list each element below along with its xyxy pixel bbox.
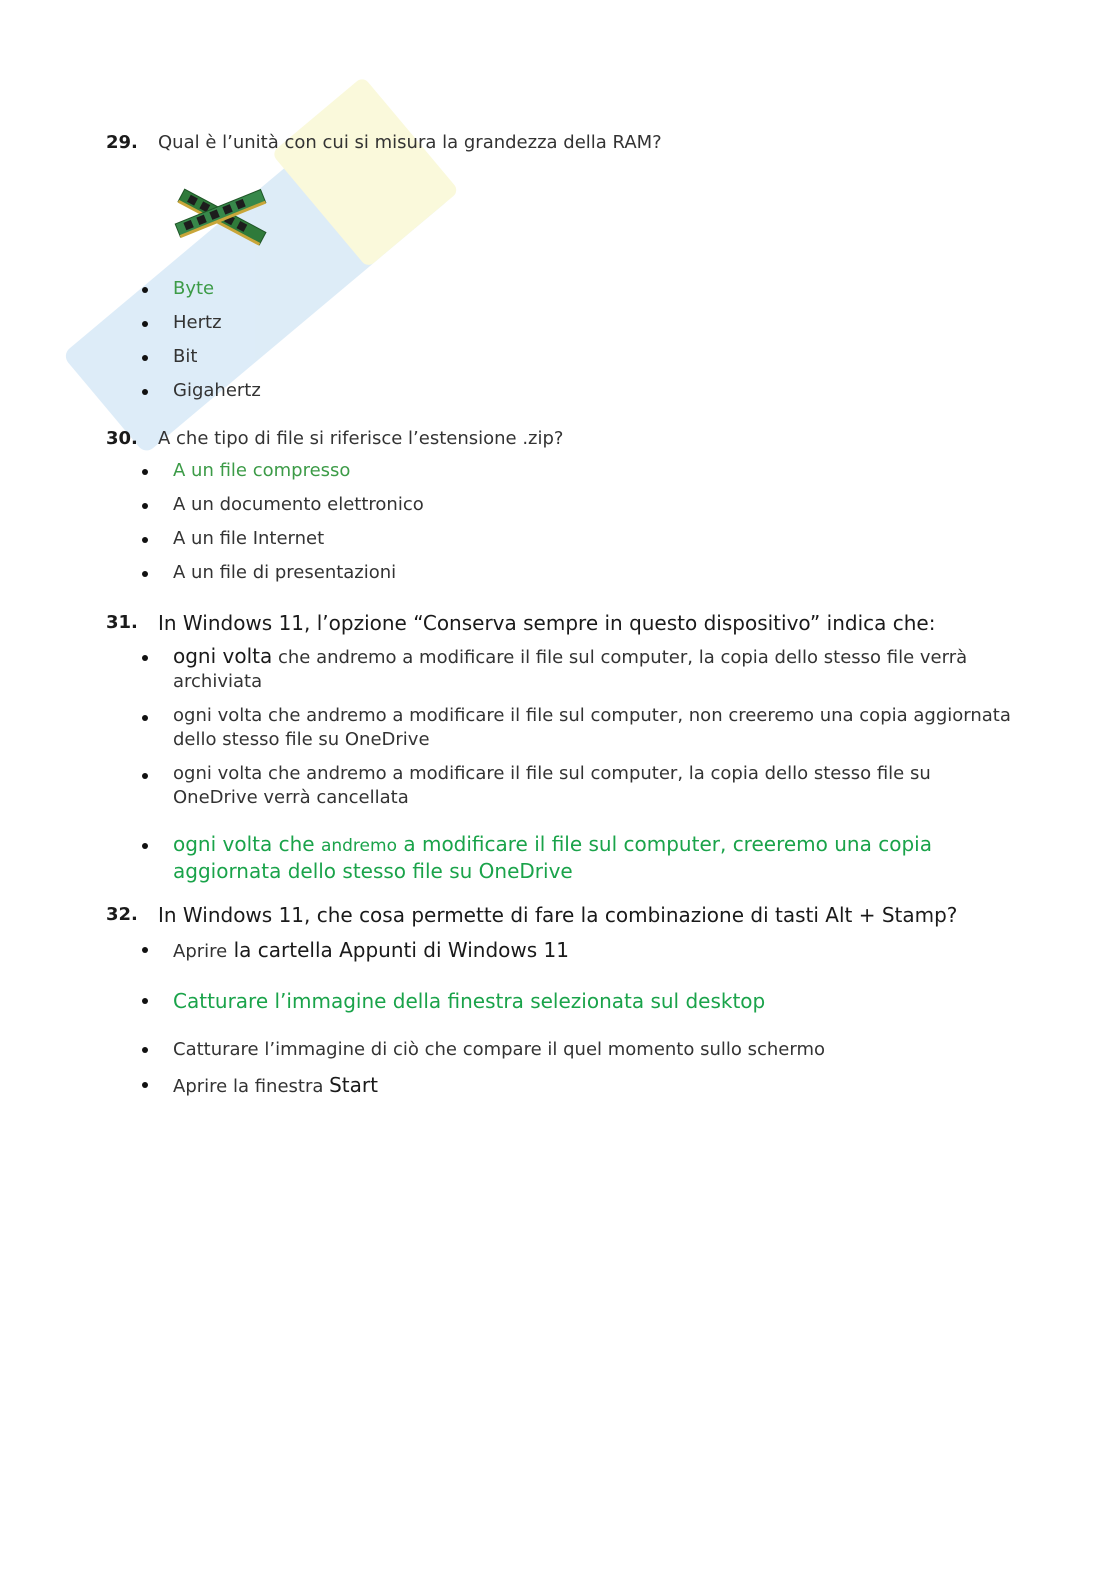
option-part: andremo xyxy=(320,836,397,856)
option xyxy=(106,1071,1016,1101)
question-number: 32. xyxy=(106,904,138,925)
question-text: In Windows 11, che cosa permette di fare la combinazione di tasti Alt + Stamp? xyxy=(158,903,958,927)
ram-modules-image xyxy=(172,180,272,255)
option-lead: Aprire xyxy=(173,941,228,962)
option xyxy=(106,936,1016,966)
option-part: ogni volta che xyxy=(173,832,321,856)
question-text: A che tipo di file si riferisce l’estensione .zip? xyxy=(158,428,564,449)
option-correct: Catturare l’immagine della finestra selezionata sul desktop xyxy=(106,987,1016,1015)
question-29-options xyxy=(106,276,1016,404)
option: Catturare l’immagine di ciò che compare il quel momento sullo schermo xyxy=(106,1036,1016,1064)
question-29 xyxy=(106,130,1016,156)
question-32 xyxy=(106,902,1016,1101)
question-number: 29. xyxy=(106,132,138,153)
option-rest: Start xyxy=(329,1073,378,1097)
option-correct xyxy=(106,832,1016,884)
question-text: Qual è l’unità con cui si misura la grandezza della RAM? xyxy=(158,132,662,153)
option: A un file di presentazioni xyxy=(106,560,1016,586)
question-number: 31. xyxy=(106,612,138,633)
option-rest: che andremo a modificare il file sul computer, la copia dello stesso file verrà archiviata xyxy=(173,647,968,692)
option: Gigahertz xyxy=(106,378,1016,404)
question-31 xyxy=(106,610,1016,884)
option: A un documento elettronico xyxy=(106,492,1016,518)
option: Hertz xyxy=(106,310,1016,336)
option: A un file Internet xyxy=(106,526,1016,552)
option: Bit xyxy=(106,344,1016,370)
question-30 xyxy=(106,426,1016,586)
option: ogni volta che andremo a modificare il file sul computer, non creeremo una copia aggiornata dello stesso file su OneDrive xyxy=(106,704,1016,752)
option-correct: Byte xyxy=(106,276,1016,302)
option: ogni volta che andremo a modificare il file sul computer, la copia dello stesso file su OneDrive verrà cancellata xyxy=(106,762,1016,810)
option-lead: Aprire la finestra xyxy=(173,1076,330,1097)
question-number: 30. xyxy=(106,428,138,449)
option-lead: ogni volta xyxy=(173,644,273,668)
question-text: In Windows 11, l’opzione “Conserva sempre in questo dispositivo” indica che: xyxy=(158,611,936,635)
option-rest: la cartella Appunti di Windows 11 xyxy=(227,938,569,962)
option xyxy=(106,644,1016,694)
option-part: a modificare il file sul computer, creeremo una copia aggiornata dello stesso file su OneDrive xyxy=(173,832,932,883)
option-correct: A un file compresso xyxy=(106,458,1016,484)
